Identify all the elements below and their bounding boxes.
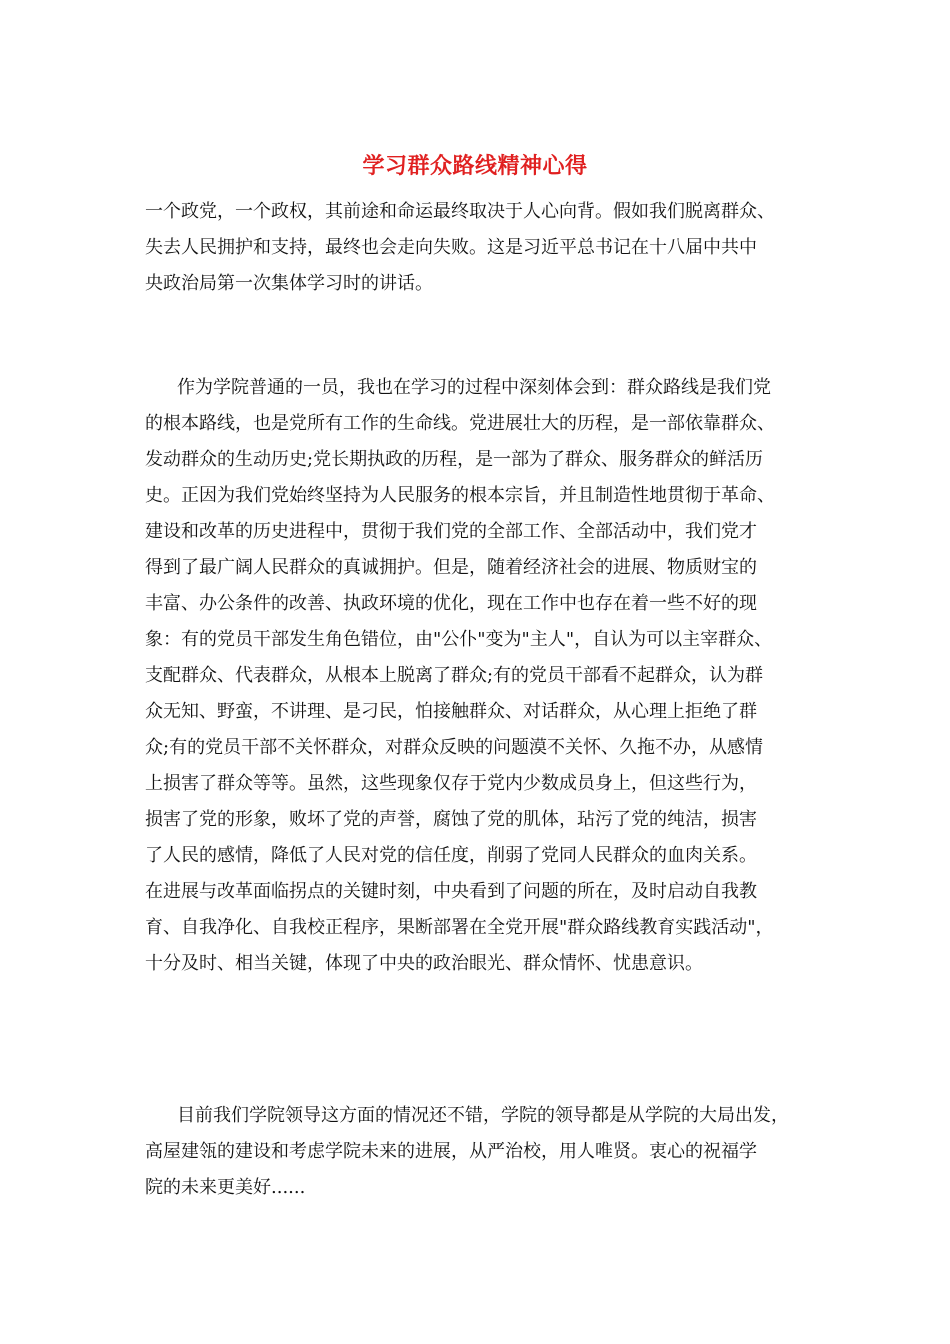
paragraph-line: 院的未来更美好...... — [145, 1177, 306, 1198]
paragraph-line: 建设和改革的历史进程中，贯彻于我们党的全部工作、全部活动中，我们党才 — [145, 521, 757, 542]
paragraph-1 — [145, 194, 813, 302]
paragraph-line: 支配群众、代表群众，从根本上脱离了群众;有的党员干部看不起群众，认为群 — [145, 665, 764, 686]
paragraph-line: 育、自我净化、自我校正程序，果断部署在全党开展"群众路线教育实践活动"， — [145, 917, 774, 938]
paragraph-line: 上损害了群众等等。虽然，这些现象仅存于党内少数成员身上，但这些行为， — [145, 773, 757, 794]
paragraph-line: 得到了最广阔人民群众的真诚拥护。但是，随着经济社会的进展、物质财宝的 — [145, 557, 757, 578]
paragraph-line: 一个政党，一个政权，其前途和命运最终取决于人心向背。假如我们脱离群众、 — [145, 201, 775, 222]
paragraph-line: 众无知、野蛮，不讲理、是刁民，怕接触群众、对话群众，从心理上拒绝了群 — [145, 701, 757, 722]
paragraph-line: 十分及时、相当关键，体现了中央的政治眼光、群众情怀、忧患意识。 — [145, 953, 703, 974]
paragraph-line: 众;有的党员干部不关怀群众，对群众反映的问题漠不关怀、久拖不办，从感情 — [145, 737, 764, 758]
paragraph-line: 央政治局第一次集体学习时的讲话。 — [145, 273, 433, 294]
paragraph-line: 在进展与改革面临拐点的关键时刻，中央看到了问题的所在，及时启动自我教 — [145, 881, 757, 902]
paragraph-line: 失去人民拥护和支持，最终也会走向失败。这是习近平总书记在十八届中共中 — [145, 237, 757, 258]
paragraph-line: 损害了党的形象，败坏了党的声誉，腐蚀了党的肌体，玷污了党的纯洁，损害 — [145, 809, 757, 830]
paragraph-line: 丰富、办公条件的改善、执政环境的优化，现在工作中也存在着一些不好的现 — [145, 593, 757, 614]
paragraph-line: 了人民的感情，降低了人民对党的信任度，削弱了党同人民群众的血肉关系。 — [145, 845, 757, 866]
paragraph-line: 作为学院普通的一员，我也在学习的过程中深刻体会到：群众路线是我们党 — [177, 377, 771, 398]
paragraph-2 — [145, 370, 813, 982]
document-title: 学习群众路线精神心得 — [362, 153, 588, 179]
paragraph-line: 高屋建瓴的建设和考虑学院未来的进展，从严治校，用人唯贤。衷心的祝福学 — [145, 1141, 757, 1162]
paragraph-line: 目前我们学院领导这方面的情况还不错，学院的领导都是从学院的大局出发， — [177, 1105, 789, 1126]
paragraph-line: 史。正因为我们党始终坚持为人民服务的根本宗旨，并且制造性地贯彻于革命、 — [145, 485, 775, 506]
paragraph-3 — [145, 1098, 813, 1206]
paragraph-line: 发动群众的生动历史;党长期执政的历程，是一部为了群众、服务群众的鲜活历 — [145, 449, 764, 470]
paragraph-line: 象：有的党员干部发生角色错位，由"公仆"变为"主人"，自认为可以主宰群众、 — [145, 629, 773, 650]
paragraph-line: 的根本路线，也是党所有工作的生命线。党进展壮大的历程，是一部依靠群众、 — [145, 413, 775, 434]
